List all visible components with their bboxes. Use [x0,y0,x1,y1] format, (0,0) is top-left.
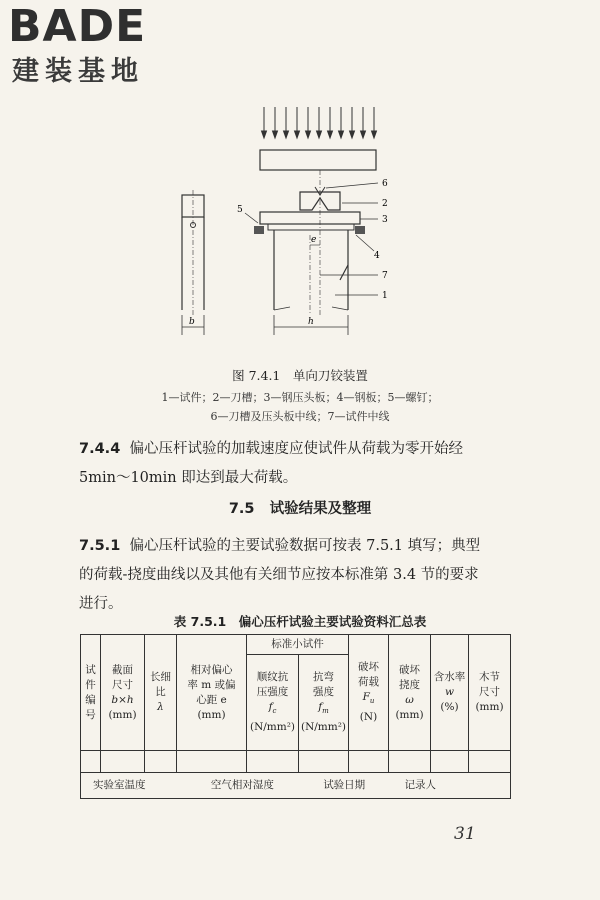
header-line: λ [157,701,164,713]
header-line: (N/mm²) [300,720,347,733]
col-section-size [101,635,145,751]
footer-recorder: 记录人 [404,779,437,791]
clause-number: 7.5.1 [79,538,121,554]
footer-test-date: 试验日期 [323,779,366,791]
header-line: 截面 [112,663,133,676]
header-line: F [362,691,370,704]
specimen-side-view [182,190,204,315]
page-number: 31 [454,824,476,844]
load-arrows [262,107,377,138]
section-heading [0,497,600,518]
load-arrow-head [328,131,333,138]
figure-note-1: 1—试件；2—刀槽；3—钢压头板；4—钢板；5—螺钉； [161,391,439,404]
clause-7-5-1 [79,532,519,619]
header-line: ω [405,693,414,706]
header-line: 抗弯 [313,671,334,684]
steel-plate [268,224,354,230]
col-failure-load [349,635,389,751]
clause-7-4-4 [79,435,519,493]
logo-subtitle: 建装基地 [12,56,144,87]
clause-text-line2: 的荷载-挠度曲线以及其他有关细节应按本标准第 3.4 节的要求 [79,567,479,583]
clause-text-line3: 进行。 [79,596,123,612]
clause-number: 7.4.4 [79,441,121,457]
header-line: 比 [155,686,166,698]
header-line: 相对偏心 [190,663,233,676]
screw-right [355,226,365,234]
header-line: 荷载 [358,676,379,689]
header-line: 率 m 或偏 [187,678,236,691]
load-arrow-head [350,131,355,138]
section-title: 试验结果及整理 [269,501,372,517]
hinge-device-diagram [160,95,420,350]
header-line: f [268,701,273,714]
clause-text-line2: 5min～10min 即达到最大荷载。 [79,470,298,486]
header-line: 试件 [85,663,96,691]
header-line: 强度 [313,686,334,699]
label-5: 5 [237,205,243,215]
footer-relative-humidity: 空气相对湿度 [210,779,274,791]
table-row-empty [81,751,511,773]
header-line: (N) [359,710,378,723]
footer-lab-temperature: 实验室温度 [93,779,146,791]
load-arrow-head [262,131,267,138]
header-line: (mm) [395,708,424,721]
header-line: (%) [440,701,459,713]
header-sub: u [369,697,375,706]
header-line: 编号 [85,693,96,721]
header-line: (mm) [108,708,137,721]
load-arrow-head [361,131,366,138]
header-line: 含水率 [433,671,466,683]
dim-h-label: h [308,317,314,327]
label-6: 6 [382,179,388,189]
header-line: 破坏 [358,661,379,674]
header-line: 长细 [150,671,171,683]
col-bending-strength [299,655,349,751]
label-1: 1 [382,291,388,301]
figure-note-2: 6—刀槽及压头板中线；7—试件中线 [210,410,390,423]
figure-caption: 图 7.4.1 单向刀铰装置 [232,368,368,383]
label-3: 3 [382,215,388,225]
header-line: (mm) [197,708,226,721]
header-line: 尺寸 [112,678,133,691]
summary-table [80,634,511,799]
label-4: 4 [374,251,380,261]
load-arrow-head [284,131,289,138]
logo-wordmark: BADE [8,1,147,52]
brand-logo [8,2,183,97]
group-header-standard-specimen: 标准小试件 [247,635,349,655]
header-line: (mm) [475,701,504,713]
col-slenderness [145,635,177,751]
label-7: 7 [382,271,388,281]
load-arrow-head [317,131,322,138]
col-knot-size [469,635,511,751]
header-line: f [318,701,323,714]
header-sub: c [272,707,277,716]
col-specimen-id [81,635,101,751]
load-arrow-head [306,131,311,138]
col-compressive-strength [247,655,299,751]
loading-plate [260,150,376,170]
table-caption: 表 7.5.1 偏心压杆试验主要试验资料汇总表 [173,614,427,629]
header-line: 挠度 [399,678,420,691]
load-arrow-head [273,131,278,138]
header-line: 破坏 [399,663,420,676]
label-2: 2 [382,199,388,209]
header-line: 心距 e [196,693,227,706]
header-sub: m [322,707,329,716]
col-moisture [431,635,469,751]
load-arrow-head [339,131,344,138]
load-arrow-head [372,131,377,138]
clause-text-line1: 偏心压杆试验的加载速度应使试件从荷载为零开始经 [129,441,464,457]
header-line: 木节 [479,671,500,683]
header-line: b×h [111,693,134,706]
dim-e-label: e [311,235,317,245]
load-arrow-head [295,131,300,138]
header-line: (N/mm²) [249,720,296,733]
col-failure-deflection [389,635,431,751]
table-footer-row [81,773,511,799]
header-line: 顺纹抗 [256,671,289,684]
header-line: 尺寸 [479,686,500,698]
header-line: w [445,686,454,698]
col-eccentricity [177,635,247,751]
clause-text-line1: 偏心压杆试验的主要试验数据可按表 7.5.1 填写；典型 [129,538,481,554]
header-line: 压强度 [256,686,289,699]
screw-left [254,226,264,234]
section-number: 7.5 [228,501,255,517]
press-head-plate [260,212,360,224]
dim-b-label: b [189,317,195,327]
